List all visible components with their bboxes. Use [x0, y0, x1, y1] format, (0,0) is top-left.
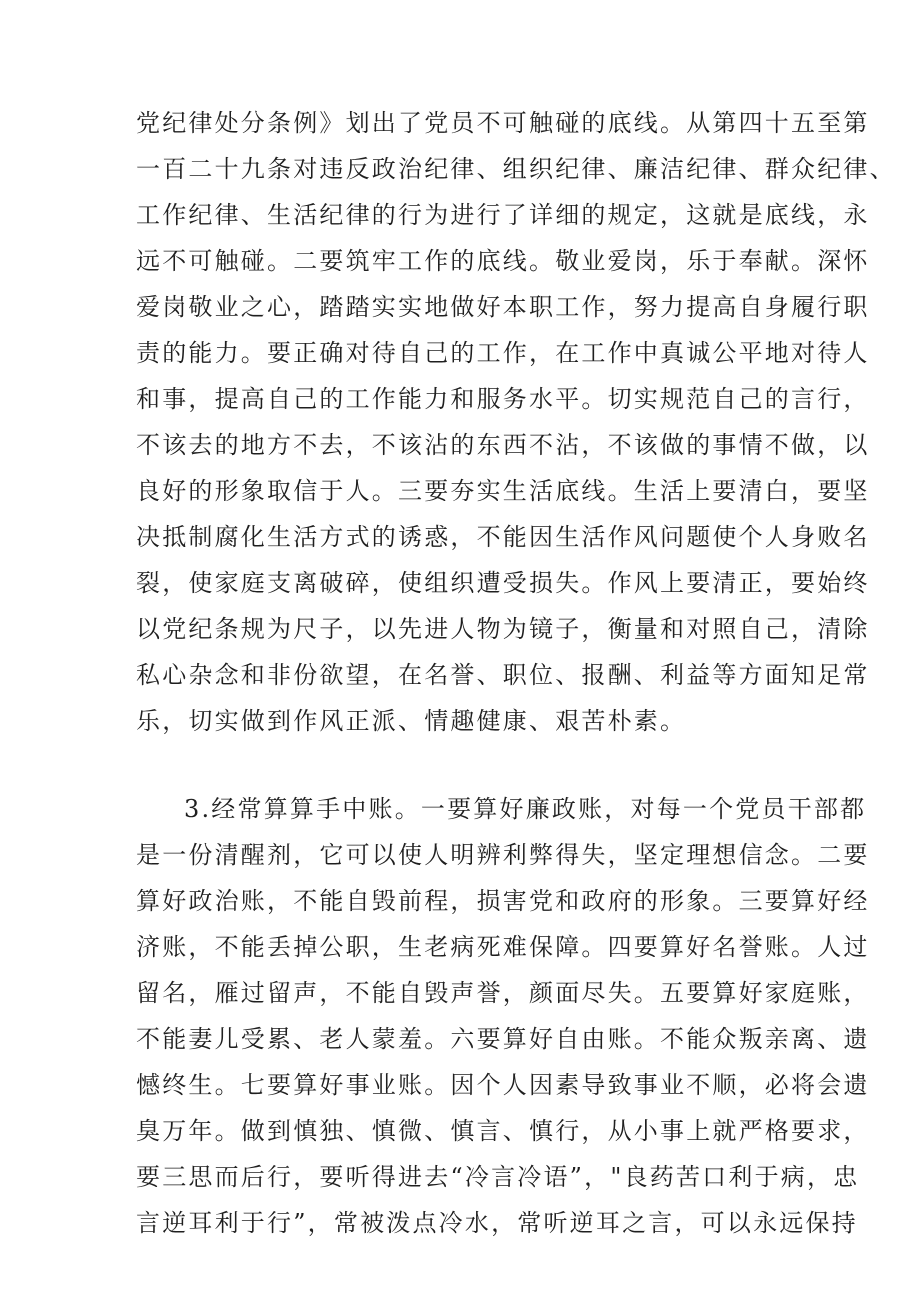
text-line: 党纪律处分条例》划出了党员不可触碰的底线。从第四十五至第	[136, 109, 870, 137]
text-line: 工作纪律、生活纪律的行为进行了详细的规定，这就是底线，永	[136, 201, 870, 229]
text-line: 憾终生。七要算好事业账。因个人因素导致事业不顺，必将会遗	[136, 1071, 870, 1099]
text-line: 算好政治账，不能自毁前程，损害党和政府的形象。三要算好经	[136, 887, 870, 915]
text-line: 责的能力。要正确对待自己的工作，在工作中真诚公平地对待人	[136, 339, 870, 367]
text-line: 远不可触碰。二要筑牢工作的底线。敬业爱岗，乐于奉献。深怀	[136, 247, 870, 275]
paragraph-accounts	[136, 786, 870, 1246]
text-line: 一百二十九条对违反政治纪律、组织纪律、廉洁纪律、群众纪律、	[136, 155, 896, 183]
text-line: 是一份清醒剂，它可以使人明辨利弊得失，坚定理想信念。二要	[136, 841, 870, 869]
text-line: 要三思而后行，要听得进去“冷言冷语”，"良药苦口利于病，忠	[136, 1163, 860, 1191]
paragraph-discipline-baseline	[136, 100, 896, 744]
text-line: 良好的形象取信于人。三要夯实生活底线。生活上要清白，要坚	[136, 477, 870, 505]
text-line: 不能妻儿受累、老人蒙羞。六要算好自由账。不能众叛亲离、遗	[136, 1025, 870, 1053]
text-line: 留名，雁过留声，不能自毁声誉，颜面尽失。五要算好家庭账，	[136, 979, 870, 1007]
text-line: 3.经常算算手中账。一要算好廉政账，对每一个党员干部都	[184, 795, 867, 823]
text-line: 乐，切实做到作风正派、情趣健康、艰苦朴素。	[136, 707, 687, 735]
text-line: 私心杂念和非份欲望，在名誉、职位、报酬、利益等方面知足常	[136, 661, 870, 689]
text-line: 和事，提高自己的工作能力和服务水平。切实规范自己的言行，	[136, 385, 870, 413]
paragraph-gap	[136, 744, 796, 786]
text-line: 决抵制腐化生活方式的诱惑，不能因生活作风问题使个人身败名	[136, 523, 870, 551]
text-line: 裂，使家庭支离破碎，使组织遭受损失。作风上要清正，要始终	[136, 569, 870, 597]
text-line: 济账，不能丢掉公职，生老病死难保障。四要算好名誉账。人过	[136, 933, 870, 961]
document-body	[136, 100, 896, 1246]
text-line: 以党纪条规为尺子，以先进人物为镜子，衡量和对照自己，清除	[136, 615, 870, 643]
text-line: 不该去的地方不去，不该沾的东西不沾，不该做的事情不做，以	[136, 431, 870, 459]
text-line: 臭万年。做到慎独、慎微、慎言、慎行，从小事上就严格要求，	[136, 1117, 870, 1145]
text-line: 爱岗敬业之心，踏踏实实地做好本职工作，努力提高自身履行职	[136, 293, 870, 321]
text-line: 言逆耳利于行”，常被泼点冷水，常听逆耳之言，可以永远保持	[136, 1209, 858, 1237]
